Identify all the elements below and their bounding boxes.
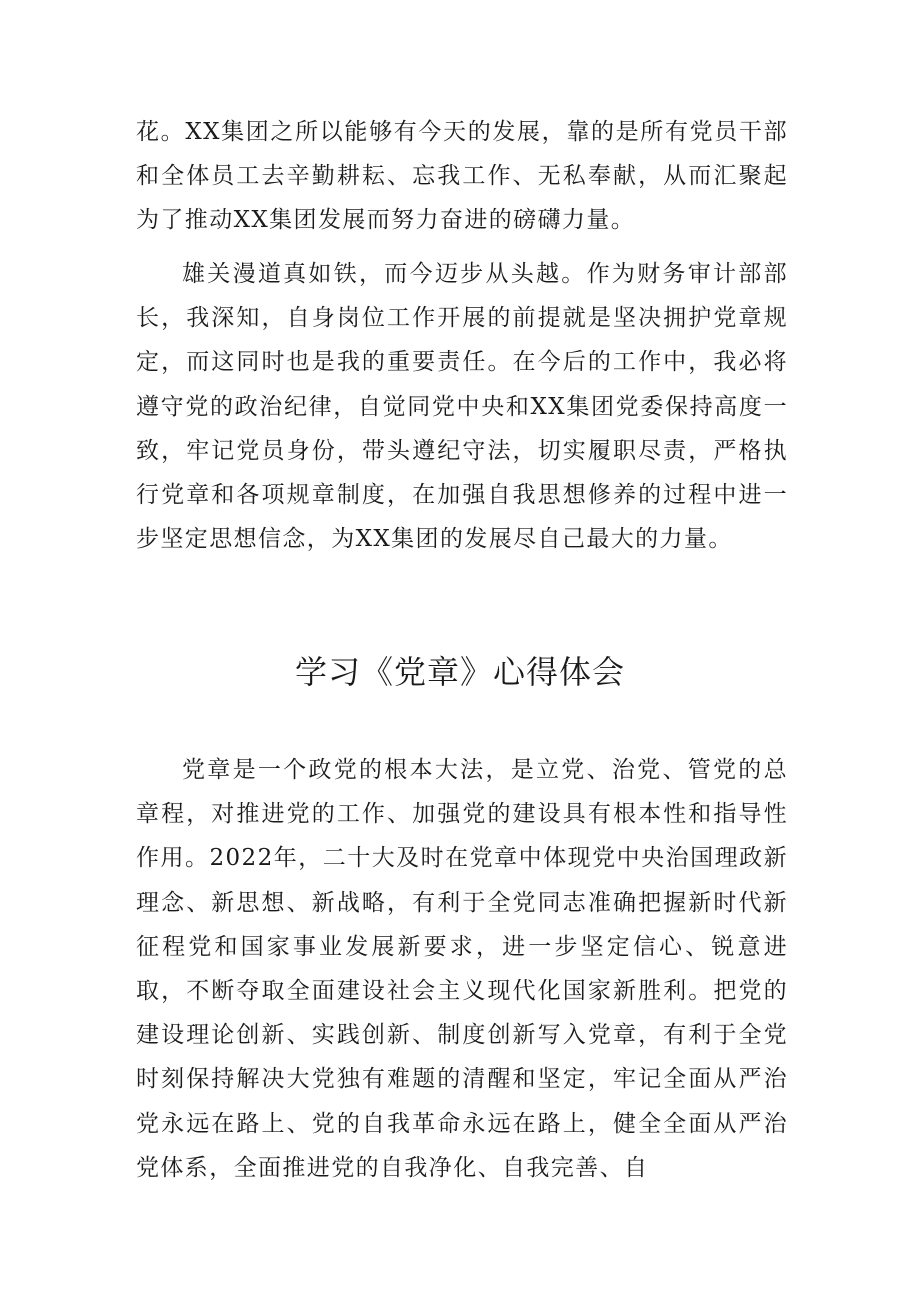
paragraph-party-constitution: 党章是一个政党的根本大法，是立党、治党、管党的总章程，对推进党的工作、加强党的建设具有根本性和指导性作用。2022年，二十大及时在党章中体现党中央治国理政新理念、新思想、新战略，有利于全党同志准确把握新时代新征程党和国家事业发展新要求，进一步坚定信心、锐意进取，不断夺取全面建设社会主义现代化国家新胜利。把党的建设理论创新、实践创新、制度创新写入党章，有利于全党时刻保持解决大党独有难题的清醒和坚定，牢记全面从严治党永远在路上、党的自我革命永远在路上，健全全面从严治党体系，全面推进党的自我净化、自我完善、自 [136, 757, 788, 1181]
section-title: 学习《党章》心得体会 [294, 653, 625, 691]
paragraph-continued: 花。XX集团之所以能够有今天的发展，靠的是所有党员干部和全体员工去辛勤耕耘、忘我工作、无私奉献，从而汇聚起为了推动XX集团发展而努力奋进的磅礴力量。 [136, 119, 788, 234]
paragraph-responsibility: 雄关漫道真如铁，而今迈步从头越。作为财务审计部部长，我深知，自身岗位工作开展的前提就是坚决拥护党章规定，而这同时也是我的重要责任。在今后的工作中，我必将遵守党的政治纪律，自觉同党中央和XX集团党委保持高度一致，牢记党员身份，带头遵纪守法，切实履职尽责，严格执行党章和各项规章制度，在加强自我思想修养的过程中进一步坚定思想信念，为XX集团的发展尽自己最大的力量。 [136, 261, 788, 553]
